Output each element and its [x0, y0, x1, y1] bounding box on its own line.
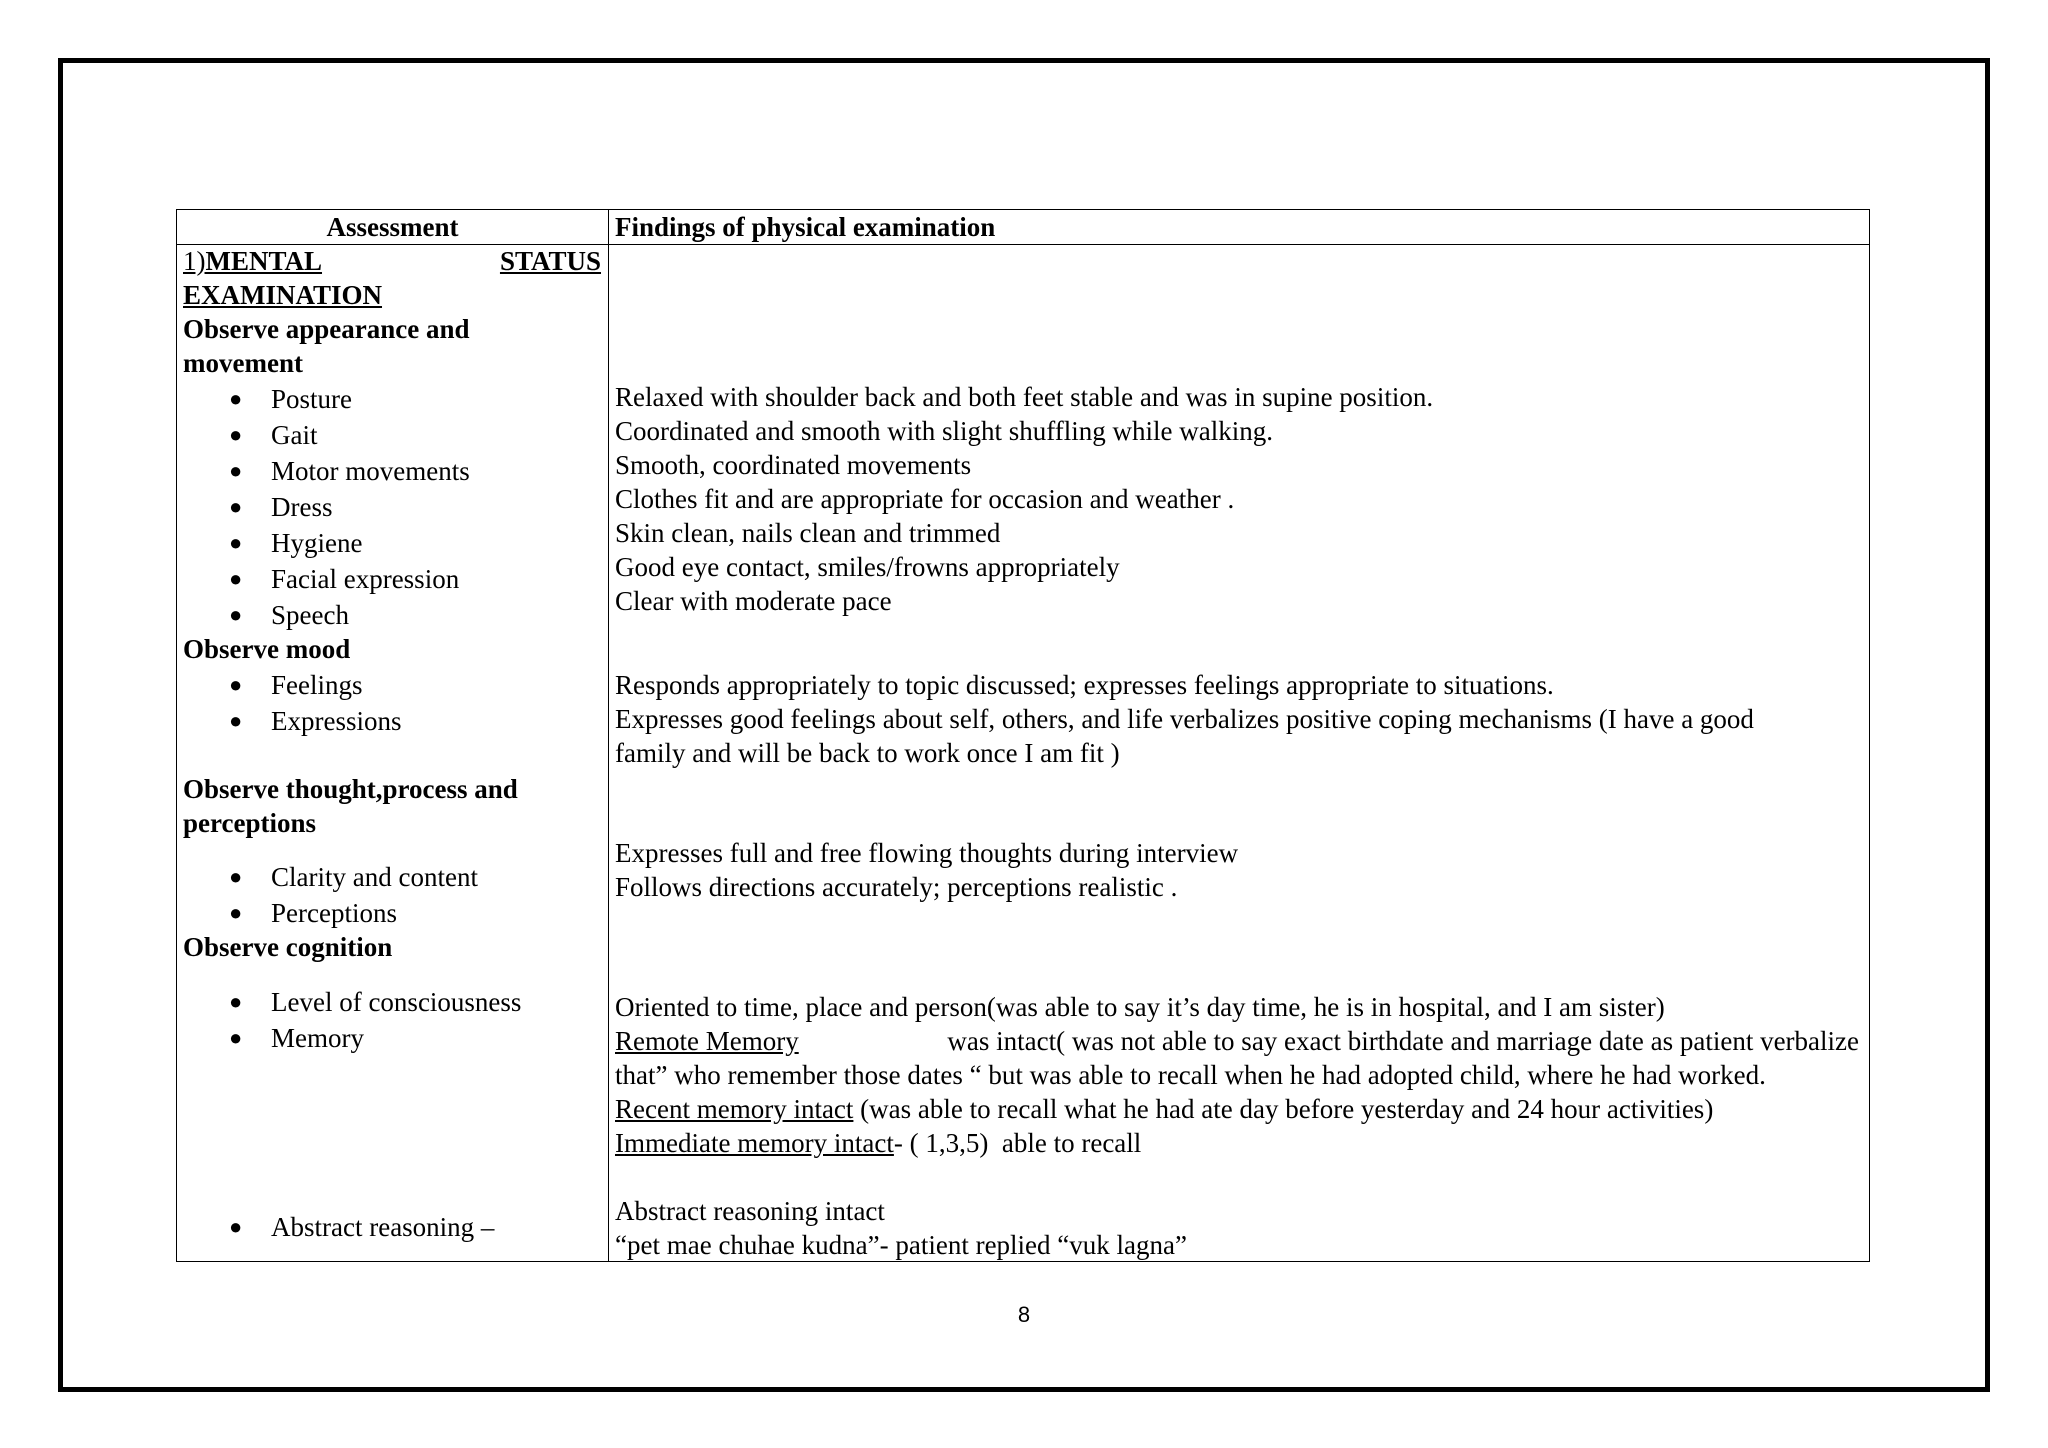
item-expressions: Expressions	[271, 706, 402, 736]
item-motor: Motor movements	[271, 456, 470, 486]
group-appearance-line1: Observe appearance and	[183, 314, 470, 344]
remote-memory-text: was intact( was not able to say exact birthdate and marriage date as patient verbalize	[940, 1026, 1859, 1056]
bullet-icon: ●	[229, 566, 243, 591]
section-title-line1	[183, 244, 322, 278]
finding-facial: Good eye contact, smiles/frowns appropriately	[615, 552, 1120, 582]
assessment-table	[176, 209, 1870, 1262]
recent-memory-label: Recent memory intact	[615, 1094, 854, 1124]
bullet-icon: ●	[229, 602, 243, 627]
finding-remote-memory-line2: that” who remember those dates “ but was able to recall when he had adopted child, where he had worked.	[615, 1060, 1766, 1090]
item-gait: Gait	[271, 420, 318, 450]
immediate-memory-label: Immediate memory intact	[615, 1128, 894, 1158]
section-title-mental: MENTAL	[205, 246, 323, 276]
finding-posture: Relaxed with shoulder back and both feet stable and was in supine position.	[615, 382, 1434, 412]
item-dress: Dress	[271, 492, 333, 522]
item-consciousness: Level of consciousness	[271, 987, 522, 1017]
finding-gait: Coordinated and smooth with slight shuffling while walking.	[615, 416, 1273, 446]
section-title-examination: EXAMINATION	[183, 280, 383, 310]
group-thought-line1: Observe thought,process and	[183, 774, 518, 804]
bullet-icon: ●	[229, 1025, 243, 1050]
group-thought-line2: perceptions	[183, 808, 316, 838]
section-prefix: 1)	[183, 246, 206, 276]
finding-feelings: Responds appropriately to topic discussed; expresses feelings appropriate to situations.	[615, 670, 1554, 700]
header-assessment: Assessment	[326, 212, 459, 242]
item-feelings: Feelings	[271, 670, 363, 700]
item-posture: Posture	[271, 384, 352, 414]
bullet-icon: ●	[229, 900, 243, 925]
finding-hygiene: Skin clean, nails clean and trimmed	[615, 518, 1001, 548]
finding-expressions-line1: Expresses good feelings about self, others, and life verbalizes positive coping mechanisms (I have a good	[615, 704, 1754, 734]
item-memory: Memory	[271, 1023, 364, 1053]
finding-recent-memory	[615, 1092, 1713, 1126]
header-findings: Findings of physical examination	[615, 212, 996, 242]
bullet-icon: ●	[229, 672, 243, 697]
bullet-icon: ●	[229, 458, 243, 483]
section-title-status: STATUS	[499, 246, 601, 276]
bullet-icon: ●	[229, 530, 243, 555]
item-speech: Speech	[271, 600, 349, 630]
item-abstract: Abstract reasoning –	[271, 1212, 495, 1242]
recent-memory-text: (was able to recall what he had ate day before yesterday and 24 hour activities)	[853, 1094, 1714, 1124]
group-cognition: Observe cognition	[183, 932, 393, 962]
finding-immediate-memory	[615, 1126, 1141, 1160]
finding-consciousness: Oriented to time, place and person(was able to say it’s day time, he is in hospital, and I am sister)	[615, 992, 1665, 1022]
item-clarity: Clarity and content	[271, 862, 478, 892]
finding-dress: Clothes fit and are appropriate for occasion and weather .	[615, 484, 1235, 514]
finding-motor: Smooth, coordinated movements	[615, 450, 972, 480]
finding-abstract-line1: Abstract reasoning intact	[615, 1196, 885, 1226]
finding-clarity: Expresses full and free flowing thoughts during interview	[615, 838, 1239, 868]
bullet-icon: ●	[229, 422, 243, 447]
finding-abstract-line2: “pet mae chuhae kudna”- patient replied “vuk lagna”	[615, 1230, 1187, 1260]
item-perceptions: Perceptions	[271, 898, 397, 928]
bullet-icon: ●	[229, 989, 243, 1014]
item-facial: Facial expression	[271, 564, 460, 594]
finding-remote-memory-line1	[615, 1024, 1859, 1058]
remote-memory-label: Remote Memory	[615, 1026, 799, 1056]
bullet-icon: ●	[229, 864, 243, 889]
finding-perceptions: Follows directions accurately; perceptions realistic .	[615, 872, 1178, 902]
column-divider	[608, 210, 609, 1261]
finding-expressions-line2: family and will be back to work once I am fit )	[615, 738, 1120, 768]
bullet-icon: ●	[229, 708, 243, 733]
item-hygiene: Hygiene	[271, 528, 363, 558]
group-appearance-line2: movement	[183, 348, 303, 378]
bullet-icon: ●	[229, 386, 243, 411]
finding-speech: Clear with moderate pace	[615, 586, 892, 616]
header-divider	[177, 244, 1869, 245]
bullet-icon: ●	[229, 494, 243, 519]
immediate-memory-text: - ( 1,3,5) able to recall	[893, 1128, 1142, 1158]
bullet-icon: ●	[229, 1214, 243, 1239]
page-number: 8	[1017, 1302, 1031, 1327]
group-mood: Observe mood	[183, 634, 351, 664]
